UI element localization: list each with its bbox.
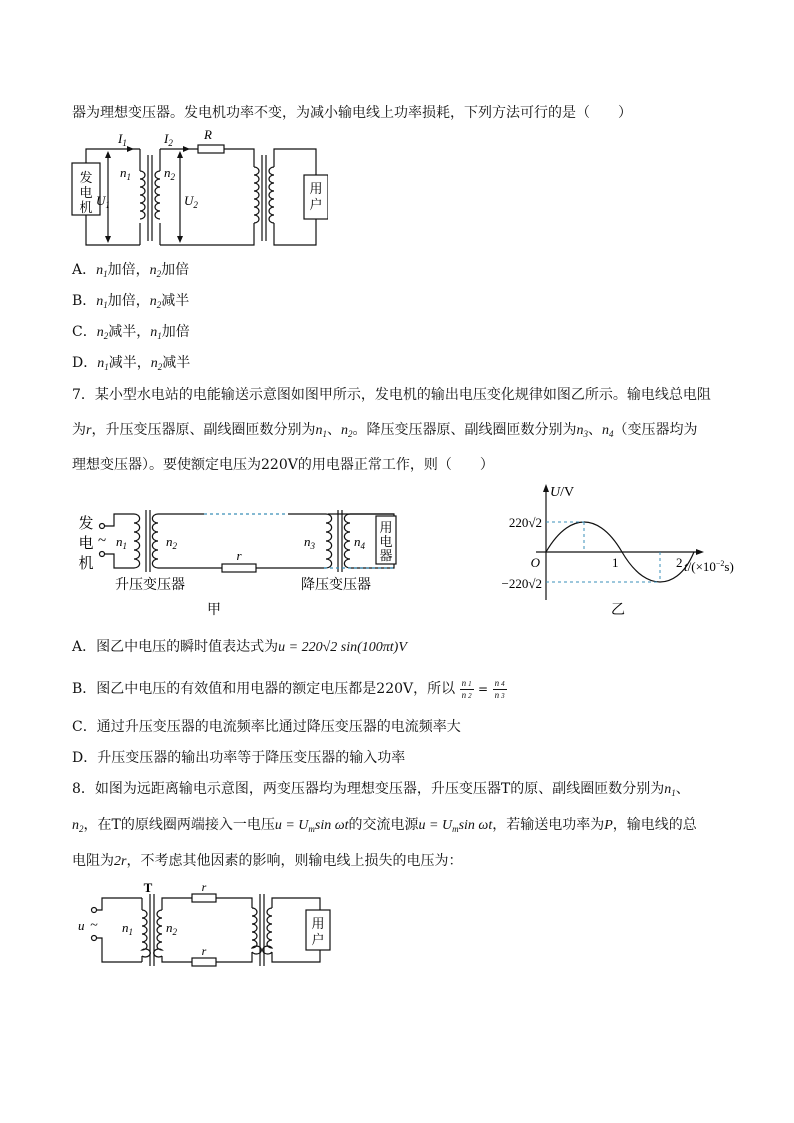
q6-R: R bbox=[204, 127, 212, 142]
q7-stem-line3: 理想变压器）。要使额定电压为220V的用电器正常工作，则（ ） bbox=[72, 457, 494, 473]
q7-option-d[interactable]: D．升压变压器的输出功率等于降压变压器的输入功率 bbox=[72, 750, 406, 766]
q8-r-bottom: r bbox=[201, 944, 207, 958]
q7-gen-2: 电 bbox=[78, 536, 94, 552]
q7-option-a[interactable]: A．图乙中电压的瞬时值表达式为u = 220√2 sin(100πt)V bbox=[72, 639, 407, 655]
q7-step-up-label: 升压变压器 bbox=[115, 578, 185, 593]
q7-figA-n1: $n_1$ bbox=[116, 534, 127, 551]
q6-user-label-2: 户 bbox=[309, 197, 323, 212]
q6-option-d[interactable]: D．$n_1$减半，$n_2$减半 bbox=[72, 355, 191, 372]
q8-n2: $n_2$ bbox=[166, 920, 177, 937]
q6-gen-label-3: 机 bbox=[79, 200, 93, 215]
q7-graph-origin: O bbox=[530, 555, 540, 570]
q7-voltage-graph bbox=[486, 482, 756, 622]
q7-graph-ymin: −220√2 bbox=[501, 576, 542, 591]
q7-graph-tick-2: 2 bbox=[676, 555, 683, 570]
q6-circuit-diagram bbox=[68, 125, 328, 255]
q7-graph-ymax: 220√2 bbox=[508, 515, 542, 530]
q7-graph-xlabel: $t/(\times 10^{-2}s)$ bbox=[684, 559, 734, 574]
q7-figA-n4: $n_4$ bbox=[354, 534, 365, 551]
q7-user-3: 器 bbox=[379, 548, 393, 563]
q7-figA-n3: $n_3$ bbox=[304, 534, 315, 551]
q7-option-b[interactable]: B．图乙中电压的有效值和用电器的额定电压都是220V，所以 $\frac{n 1}{n 2}$ = $\frac{n 4}{n 3}$ bbox=[72, 677, 505, 700]
q7-transmission-diagram bbox=[74, 506, 414, 618]
q8-user-2: 户 bbox=[311, 932, 325, 947]
q8-stem-line2: $n_2$，在T的原线圈两端接入一电压$u = U_m\sin$ ωt的交流电源$u = U_m\sin$ ωt，若输送电功率为P，输电线的总 bbox=[72, 817, 697, 834]
q6-U2: $U_2$ bbox=[184, 193, 198, 210]
q6-option-a[interactable]: A．$n_1$加倍，$n_2$加倍 bbox=[72, 262, 190, 279]
q7-stem-line1: 7．某小型水电站的电能输送示意图如图甲所示，发电机的输出电压变化规律如图乙所示。输电线总电阻 bbox=[72, 387, 711, 403]
q7-graph-tick-1: 1 bbox=[612, 555, 619, 570]
q7-figA-n2: $n_2$ bbox=[166, 534, 177, 551]
q8-stem-line3: 电阻为2r，不考虑其他因素的影响，则输电线上损失的电压为： bbox=[72, 853, 463, 869]
q6-n1: $n_1$ bbox=[120, 165, 131, 182]
q8-u-label: u bbox=[78, 918, 85, 933]
q6-U1: $U_1$ bbox=[96, 193, 110, 210]
q7-figA-caption: 甲 bbox=[207, 603, 221, 618]
q7-user-1: 用 bbox=[379, 520, 393, 535]
q8-circuit-diagram bbox=[72, 880, 342, 972]
q7-option-c[interactable]: C．通过升压变压器的电流频率比通过降压变压器的电流频率大 bbox=[72, 719, 461, 735]
q7-step-down-label: 降压变压器 bbox=[301, 578, 371, 593]
q7-tilde: ~ bbox=[97, 533, 107, 549]
q8-r-top: r bbox=[201, 880, 207, 894]
q7-fraction-n4-n3: $\frac{n 4}{n 3}$ bbox=[494, 677, 505, 700]
q7-graph-ylabel: U/V bbox=[550, 485, 575, 500]
q7-stem-line2: 为r，升压变压器原、副线圈匝数分别为$n_1$、$n_2$。降压变压器原、副线圈匝数分别为$n_3$、$n_4$（变压器均为 bbox=[72, 422, 698, 439]
q6-I2: $I_2$ bbox=[164, 131, 173, 148]
q7-gen-1: 发 bbox=[78, 516, 94, 532]
q6-option-b[interactable]: B．$n_1$加倍，$n_2$减半 bbox=[72, 293, 190, 310]
q8-stem-line1: 8．如图为远距离输电示意图，两变压器均为理想变压器，升压变压器T的原、副线圈匝数分别为$n_1$、 bbox=[72, 781, 690, 798]
q6-n2: $n_2$ bbox=[164, 165, 175, 182]
q8-n1: $n_1$ bbox=[122, 920, 133, 937]
q6-gen-label-1: 发 bbox=[79, 170, 93, 185]
q6-user-label-1: 用 bbox=[309, 181, 323, 196]
q7-figA-r: r bbox=[236, 548, 242, 563]
q6-option-c[interactable]: C．$n_2$减半，$n_1$加倍 bbox=[72, 324, 190, 341]
q6-gen-label-2: 电 bbox=[79, 185, 93, 200]
q6-stem-tail: 器为理想变压器。发电机功率不变，为减小输电线上功率损耗，下列方法可行的是（ ） bbox=[72, 105, 632, 121]
q6-I1: $I_1$ bbox=[118, 131, 127, 148]
q7-figB-caption: 乙 bbox=[611, 603, 625, 618]
q8-T-label: T bbox=[143, 880, 153, 895]
q7-fraction-n1-n2: $\frac{n 1}{n 2}$ bbox=[461, 677, 472, 700]
q7-user-2: 电 bbox=[379, 534, 393, 549]
q8-tilde: ~ bbox=[90, 918, 98, 933]
q8-user-1: 用 bbox=[311, 916, 325, 931]
q7-gen-3: 机 bbox=[78, 556, 94, 572]
